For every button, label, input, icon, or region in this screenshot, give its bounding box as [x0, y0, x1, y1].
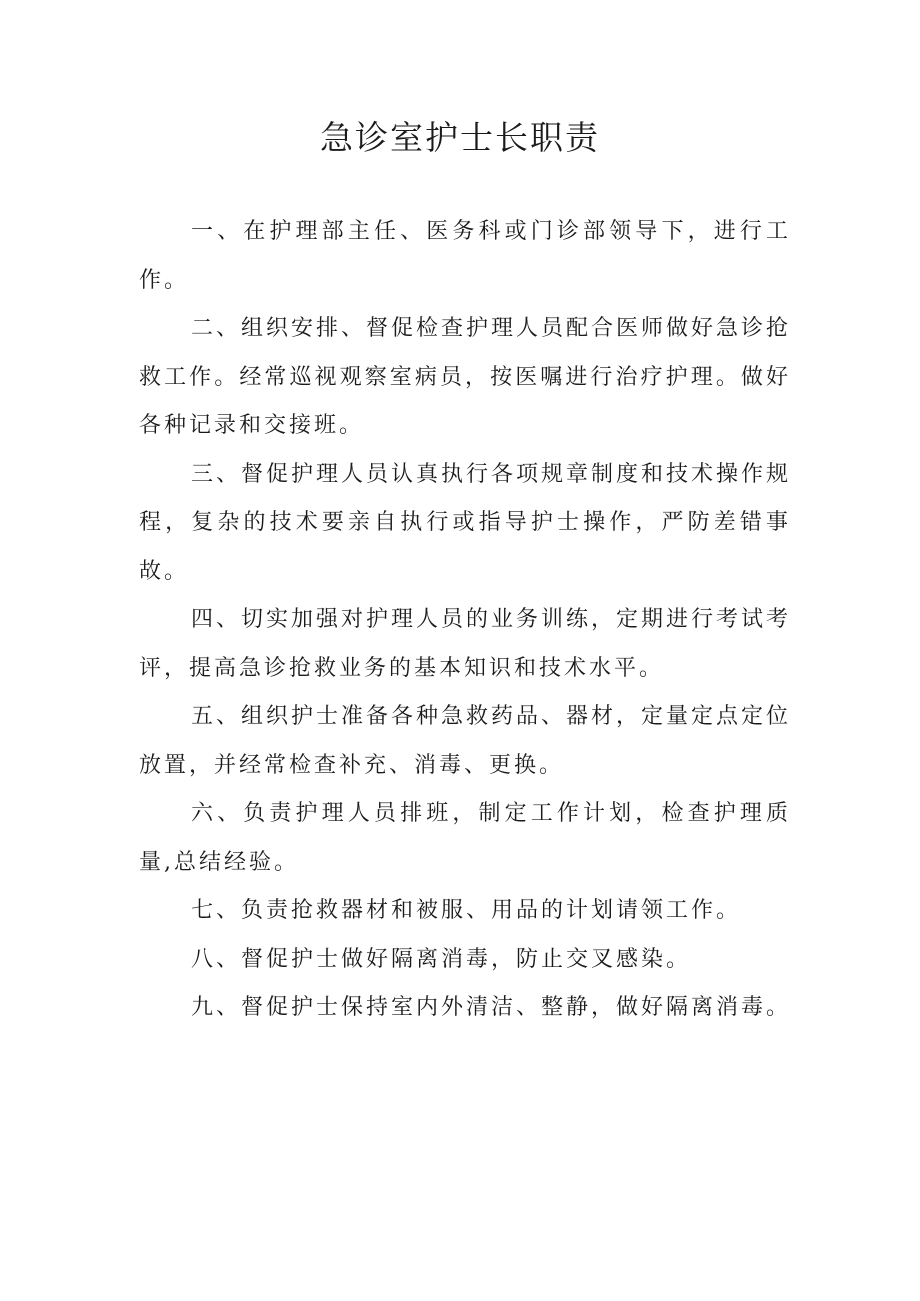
duty-item-1: 一、在护理部主任、医务科或门诊部领导下，进行工作。 [139, 219, 791, 293]
duty-item-7: 七、负责抢救器材和被服、用品的计划请领工作。 [191, 898, 742, 923]
duty-item-8: 八、督促护士做好隔离消毒，防止交叉感染。 [191, 946, 692, 972]
duty-item-9: 九、督促护士保持室内外清洁、整静，做好隔离消毒。 [191, 995, 792, 1020]
duty-item-5: 五、组织护士准备各种急救药品、器材，定量定点定位放置，并经常检查补充、消毒、更换。 [139, 704, 792, 778]
duty-item-2: 二、组织安排、督促检查护理人员配合医师做好急诊抢救工作。经常巡视观察室病员，按医嘱进行治疗护理。做好各种记录和交接班。 [139, 316, 792, 438]
duty-item-3: 三、督促护理人员认真执行各项规章制度和技术操作规程，复杂的技术要亲自执行或指导护士操作，严防差错事故。 [139, 461, 792, 584]
document-body [139, 208, 791, 1033]
document-title: 急诊室护士长职责 [320, 118, 600, 157]
duty-item-4: 四、切实加强对护理人员的业务训练，定期进行考试考评，提高急诊抢救业务的基本知识和技术水平。 [139, 607, 792, 681]
duty-item-6: 六、负责护理人员排班，制定工作计划，检查护理质量,总结经验。 [139, 801, 791, 875]
